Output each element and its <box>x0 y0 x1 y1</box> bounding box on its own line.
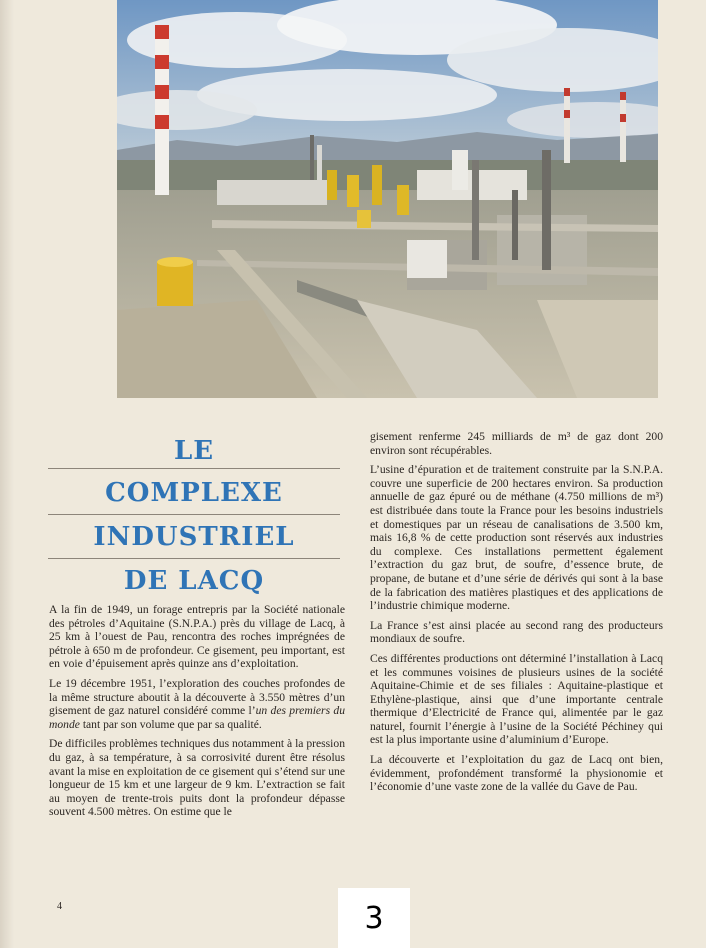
paragraph: gisement renferme 245 milliards de m³ de gaz dont 200 environ sont récupérables. <box>370 430 663 457</box>
page-shadow <box>0 0 14 948</box>
paragraph <box>49 677 345 731</box>
title-rule <box>48 468 340 469</box>
paragraph: De difficiles problèmes techniques dus notamment à la pression du gaz, à sa température, à sa corrosivité durent être résolus avant la mise en exploitation de ce gisement qui s’étend sur une longueur de 15 km et une largeur de 9 km. L’extraction se fait au moyen de trente-trois puits dont la profondeur dépasse souvent 4.500 mètres. On estime que le <box>49 737 345 819</box>
title-line-4: DE LACQ <box>123 566 265 596</box>
refinery-photo <box>117 0 658 398</box>
paragraph-text: tant par son volume que par sa qualité. <box>79 717 262 731</box>
title-rule <box>48 514 340 515</box>
paragraph: A la fin de 1949, un forage entrepris par la Société nationale des pétroles d’Aquitaine (S.N.P.A.) près du village de Lacq, à 25 km à l’ouest de Pau, rencontra des roches imprégnées de pétrole à 650 m de profondeur. Ce gisement, peu important, est en voie d’épuisement après quinze ans d’exploitation. <box>49 603 345 671</box>
paragraph: La découverte et l’exploitation du gaz de Lacq ont bien, évidemment, profondément transformé la physionomie et l’économie d’une vaste zone de la vallée du Gave de Pau. <box>370 753 663 794</box>
title-line-3: INDUSTRIEL <box>93 522 295 552</box>
paragraph-text: Le 19 décembre 1951, l’exploration des couches profondes de la même structure aboutit à la découverte à 3.550 mètres d’un gisement de gaz naturel considéré comme l’ <box>49 676 345 718</box>
left-column <box>49 603 345 825</box>
refinery-illustration <box>117 0 658 398</box>
paragraph: La France s’est ainsi placée au second rang des producteurs mondiaux de soufre. <box>370 618 663 646</box>
title-line-2: COMPLEXE <box>105 478 283 508</box>
right-column <box>370 430 663 800</box>
paragraph: Ces différentes productions ont déterminé l’installation à Lacq et les communes voisines de plusieurs usines de la société Aquitaine-Chimie et de ses filiales : Aquitaine-plastique et Ethylène-plastique, ainsi que d’une importante centrale thermique d’Electricité de France qui, alimentée par le gaz naturel, fournit l’énergie à l’usine de la Société Péchiney qui est la plus importante usine d’aluminium d’Europe. <box>370 651 663 747</box>
page-number: 4 <box>57 901 62 912</box>
scan-number-label: 3 <box>338 888 410 948</box>
emphasis-text: un des premiers du monde <box>49 704 345 731</box>
title-line-1: LE <box>173 436 215 466</box>
article-title <box>48 428 340 598</box>
paragraph: L’usine d’épuration et de traitement construite par la S.N.P.A. couvre une superficie de 200 hectares environ. Sa production annuelle de gaz épuré ou de méthane (4.750 millions de m³) est distribuée dans toute la France pour les besoins industriels et domestiques par un réseau de canalisations de 3.500 km, mais 16,8 % de cette production sont réservés aux industries du complexe. Ces installations permettent également l’extraction du gaz brut, de soufre, d’essence brute, de propane, de butane et d’une série de dérivés qui sont à la base de la fabrication des matières plastiques et des applications de l’industrie chimique moderne. <box>370 463 663 613</box>
title-rule <box>48 558 340 559</box>
